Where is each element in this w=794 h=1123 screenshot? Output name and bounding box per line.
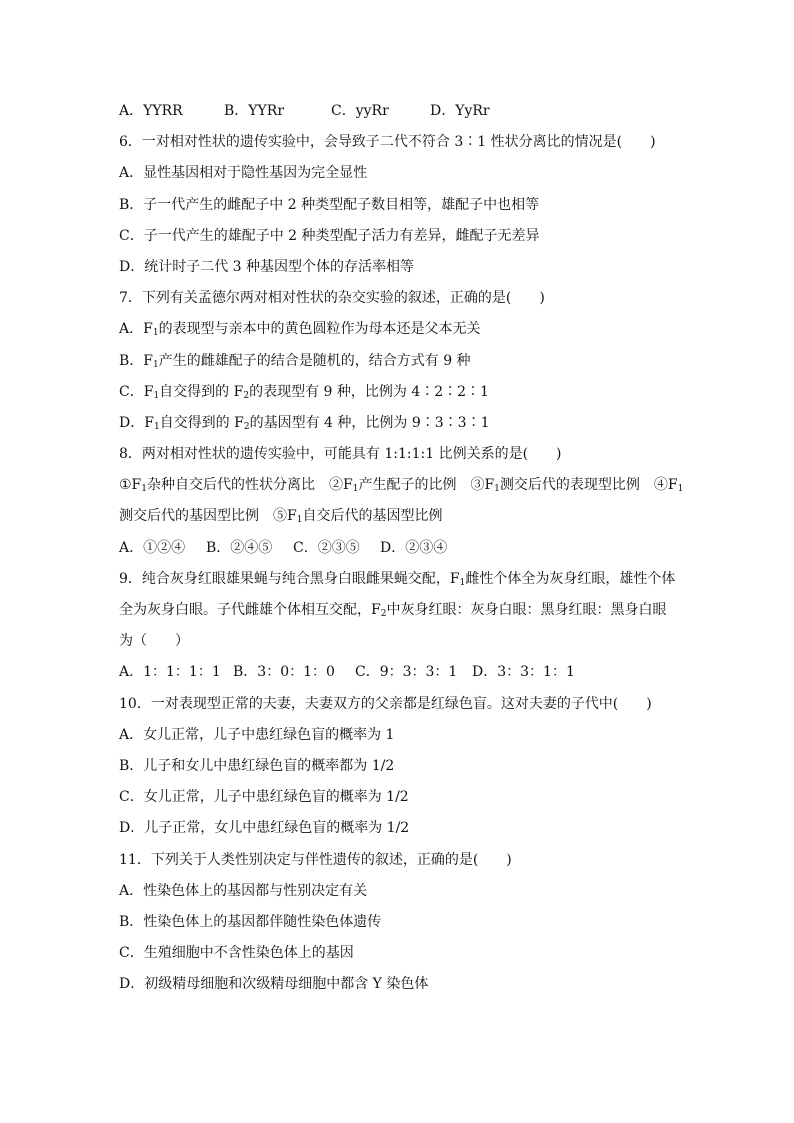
q10-option-c: C．女儿正常，儿子中患红绿色盲的概率为 1/2 xyxy=(119,789,409,806)
q5-option-c: C．yyRr xyxy=(331,103,389,119)
text-run: 杂种自交后代的性状分离比 ②F xyxy=(147,477,353,494)
text-run: B．F xyxy=(119,352,154,369)
q9-option-c: C．9：3：3：1 xyxy=(355,664,458,681)
subscript: 1 xyxy=(153,421,160,432)
text-run: 测交后代的表现型比例 ④F xyxy=(499,477,678,494)
q8-stem: 8．两对相对性状的遗传实验中，可能具有 1:1:1:1 比例关系的是( ) xyxy=(119,446,562,463)
text-run: A．F xyxy=(119,321,153,338)
q8-option-a: A．①②④ xyxy=(119,539,186,556)
text-run: D．F xyxy=(119,414,154,431)
subscript: 1 xyxy=(153,359,159,370)
q6-option-a: A．显性基因相对于隐性基因为完全显性 xyxy=(119,165,368,182)
q6-option-d: D．统计时子二代 3 种基因型个体的存活率相等 xyxy=(119,258,415,275)
q8-statements-line-1 xyxy=(119,470,684,501)
text-run: 的表现型与亲本中的黄色圆粒作为母本还是父本无关 xyxy=(158,321,481,338)
text-run: 产生的雌雄配子的结合是随机的，结合方式有 9 种 xyxy=(158,352,471,369)
subscript: 1 xyxy=(677,484,684,495)
text-run: 测交后代的基因型比例 ⑤F xyxy=(119,508,297,525)
text-run: C．F xyxy=(119,383,154,400)
subscript: 1 xyxy=(352,484,359,495)
q8-option-b: B．②④⑤ xyxy=(206,539,273,556)
q5-option-d: D．YyRr xyxy=(430,103,490,119)
q7-stem: 7．下列有关孟德尔两对相对性状的杂交实验的叙述，正确的是( ) xyxy=(119,290,545,307)
text-run: 9．纯合灰身红眼雄果蝇与纯合黑身白眼雌果蝇交配，F xyxy=(119,570,460,587)
q5-options xyxy=(119,96,679,127)
q11-option-d: D．初级精母细胞和次级精母细胞中都含 Y 染色体 xyxy=(119,976,429,993)
text-run: 的表现型有 9 种，比例为 4∶2∶2∶1 xyxy=(249,383,489,400)
q6-stem: 6．一对相对性状的遗传实验中，会导致子二代不符合 3∶1 性状分离比的情况是( ) xyxy=(119,134,656,151)
subscript: 1 xyxy=(494,484,500,495)
q11-stem: 11．下列关于人类性别决定与伴性遗传的叙述，正确的是( ) xyxy=(119,851,512,868)
text-run: 中灰身红眼：灰身白眼：黑身红眼：黑身白眼 xyxy=(386,602,667,618)
q9-stem-line-1 xyxy=(119,564,679,595)
q9-stem-line-2 xyxy=(119,595,679,626)
q9-option-a: A．1：1：1：1 xyxy=(119,664,221,681)
q7-option-c xyxy=(119,377,679,408)
q7-option-d xyxy=(119,408,679,439)
q10-option-d: D．儿子正常，女儿中患红绿色盲的概率为 1/2 xyxy=(119,820,410,837)
exam-page xyxy=(119,96,684,1000)
q11-option-c: C．生殖细胞中不含性染色体上的基因 xyxy=(119,945,354,962)
q8-option-d: D．②③④ xyxy=(380,539,448,556)
subscript: 1 xyxy=(141,484,147,495)
text-run: 自交后代的基因型比例 xyxy=(302,508,443,525)
text-run: 自交得到的 F xyxy=(159,414,244,431)
subscript: 2 xyxy=(380,609,387,619)
q8-statements-line-2 xyxy=(119,501,679,532)
q7-option-a xyxy=(119,314,679,345)
q8-options xyxy=(119,533,679,564)
q9-options xyxy=(119,657,679,688)
subscript: 2 xyxy=(243,390,250,401)
subscript: 1 xyxy=(459,577,466,588)
q8-option-c: C．②③⑤ xyxy=(293,539,360,556)
q6-option-c: C．子一代产生的雄配子中 2 种类型配子活力有差异，雌配子无差异 xyxy=(119,227,540,244)
q10-option-a: A．女儿正常，儿子中患红绿色盲的概率为 1 xyxy=(119,726,395,743)
q11-option-a: A．性染色体上的基因都与性别决定有关 xyxy=(119,882,368,899)
subscript: 2 xyxy=(243,421,250,432)
text-run: 产生配子的比例 ③F xyxy=(358,477,495,494)
text-run: ①F xyxy=(119,477,142,494)
q9-stem-line-3: 为（ ） xyxy=(119,633,189,650)
q11-option-b: B．性染色体上的基因都伴随性染色体遗传 xyxy=(119,913,382,930)
q9-option-b: B．3：0：1：0 xyxy=(233,664,335,681)
subscript: 1 xyxy=(153,390,160,401)
q6-option-b: B．子一代产生的雌配子中 2 种类型配子数目相等，雄配子中也相等 xyxy=(119,196,540,213)
q5-option-a: A．YYRR xyxy=(119,103,183,119)
text-run: 的基因型有 4 种，比例为 9∶3∶3∶1 xyxy=(249,414,490,431)
subscript: 1 xyxy=(152,328,159,339)
subscript: 1 xyxy=(296,515,303,526)
q5-option-b: B．YYRr xyxy=(224,103,285,119)
q9-option-d: D．3：3：1：1 xyxy=(472,664,575,681)
q10-stem: 10．一对表现型正常的夫妻，夫妻双方的父亲都是红绿色盲。这对夫妻的子代中( ) xyxy=(119,695,652,712)
text-run: 全为灰身白眼。子代雌雄个体相互交配，F xyxy=(119,602,381,618)
q7-option-b xyxy=(119,346,679,377)
text-run: 自交得到的 F xyxy=(159,383,244,400)
q10-option-b: B．儿子和女儿中患红绿色盲的概率都为 1/2 xyxy=(119,757,395,774)
text-run: 雌性个体全为灰身红眼，雄性个体 xyxy=(465,570,676,587)
